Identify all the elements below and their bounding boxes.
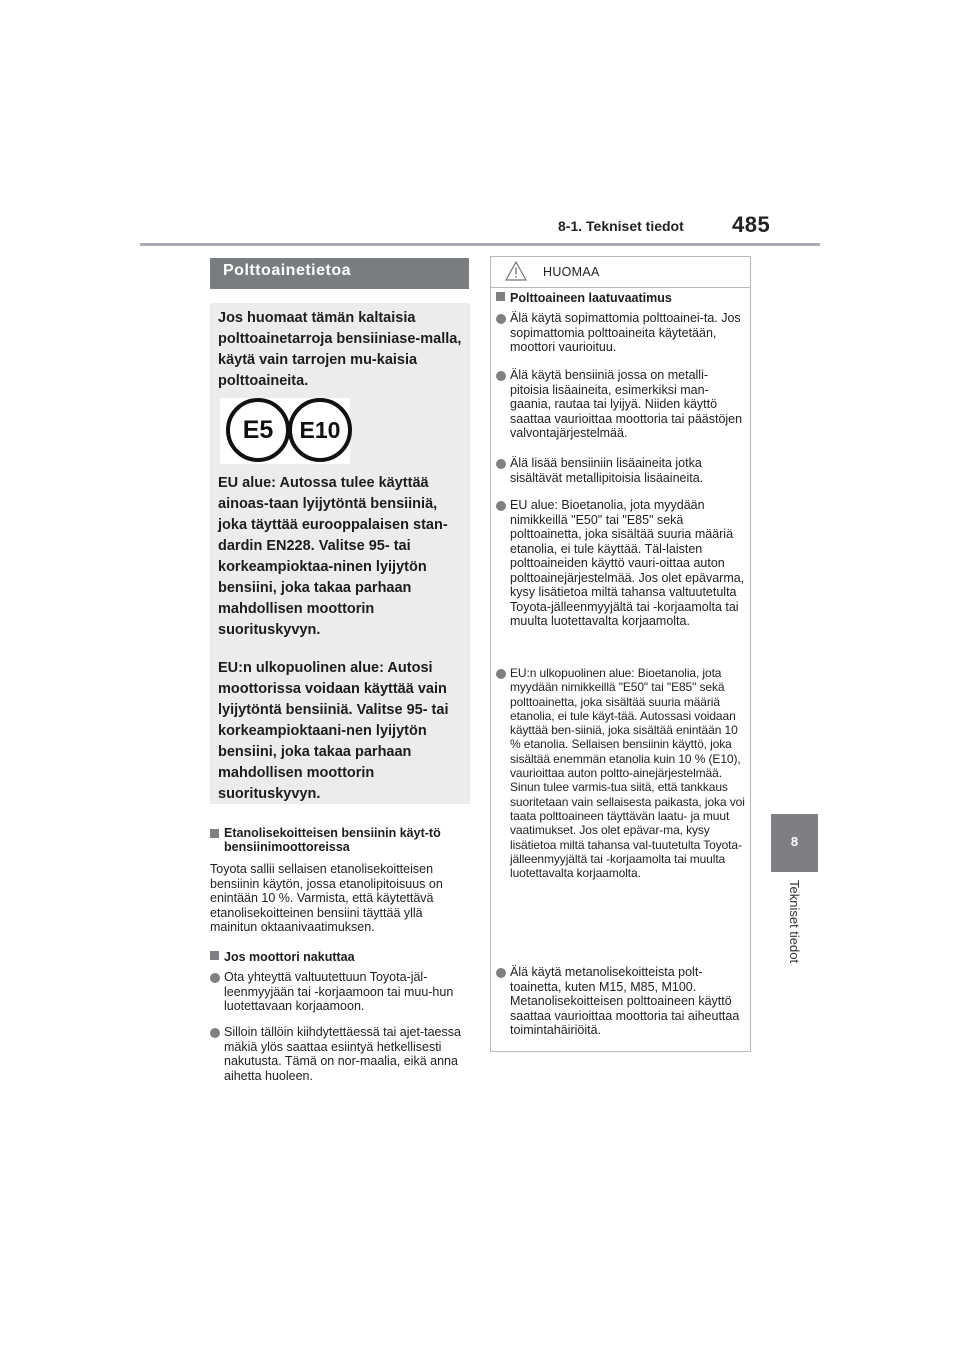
page-number: 485 [732,212,771,237]
square-bullet-icon [210,829,219,838]
header-rule [140,243,820,246]
knocking-bullet-1: Ota yhteyttä valtuutettuun Toyota-jäl-leenmyyjään tai -korjaamoon tai muu-hun luotettavaan korjaamoon. [210,970,468,1014]
ethanol-heading-block [210,826,468,854]
square-bullet-icon [210,951,219,960]
caution-bullet-5: EU:n ulkopuolinen alue: Bioetanolia, jota myydään nimikkeillä "E50" tai "E85" sekä polttoainetta, joka sisältää suuria määriä etanolia, ei tule käyt-tää. Autossasi voidaan käyttää ben-siiniä, joka sisältää enintään 10 % etanolia. Sellaisen bensiinin käyttö, joka sisältää enemmän etanolia kuin 10 % (E10), vaurioittaa auton poltto-ainejärjestelmää. Sinun tulee varmis-tua siitä, että tankkaus suoritetaan vain sellaisesta paikasta, joka voi taata polttoaineen täyttävän laatu- ja muut vaatimukset. Jos olet epävar-ma, kysy lisätietoa miltä tahansa val-tuutetulta Toyota-jälleenmyyjältä tai -korjaamolta tai muulta luotettavalta korjaamolta. [496,666,746,880]
caution-box [490,256,751,1052]
e5-label: E5 [226,398,290,462]
caution-bullet-3: Älä lisää bensiiniin lisäaineita jotka sisältävät metallipitoisia lisäaineita. [496,456,746,485]
circle-bullet-icon [496,459,506,469]
section-title: 8-1. Tekniset tiedot [558,218,684,234]
non-eu-region-text: EU:n ulkopuolinen alue: Autosi moottorissa voidaan käyttää vain lyijytöntä bensiiniä. Valitse 95- tai korkeampioktaani-nen lyijytön bensiini, joka takaa parhaan mahdollisen moottorin suorituskyvyn. [218,660,449,802]
chapter-tab [771,814,818,872]
caution-bullet-1: Älä käytä sopimattomia polttoainei-ta. Jos sopimattomia polttoaineita käytetään, moottori vaurioituu. [496,311,746,355]
caution-title: HUOMAA [543,265,600,279]
circle-bullet-icon [496,314,506,324]
circle-bullet-icon [496,371,506,381]
caution-heading: Polttoaineen laatuvaatimus [496,291,746,305]
chapter-label: Tekniset tiedot [787,880,802,964]
knocking-bullet-2: Silloin tällöin kiihdytettäessä tai ajet-taessa mäkiä ylös saattaa esiintyä hetkellisesti nakutusta. Tämä on nor-maalia, eikä anna aihetta huoleen. [210,1025,468,1083]
knocking-heading: Jos moottori nakuttaa [210,950,468,964]
circle-bullet-icon [496,669,506,679]
e10-label: E10 [288,398,352,462]
caution-bullet-2: Älä käytä bensiiniä jossa on metalli-pitoisia lisäaineita, esimerkiksi man-gaania, rautaa tai lyijyä. Niiden käyttö saattaa vaurioittaa moottoria tai päästöjen valvontajärjestelmää. [496,368,746,441]
circle-bullet-icon [210,1028,220,1038]
fuel-info-box [210,303,470,804]
caution-divider [491,287,750,288]
caution-bullet-4: EU alue: Bioetanolia, jota myydään nimikkeillä "E50" tai "E85" sekä polttoainetta, joka sisältää suuria määriä etanolia, ei tule käyttää. Täl-laisten polttoaineiden käyttö vauri-oittaa auton polttoainejärjestelmää. Jos olet epävarma, kysy lisätietoa miltä tahansa valtuutetulta Toyota-jälleenmyyjältä tai -korjaamolta tai muulta luotettavalta korjaamolta. [496,498,746,629]
circle-bullet-icon [496,968,506,978]
fuel-labels [220,398,350,464]
circle-bullet-icon [496,501,506,511]
fuel-info-title: Polttoainetietoa [223,262,352,279]
eu-region-text: EU alue: Autossa tulee käyttää ainoas-taan lyijytöntä bensiiniä, joka täyttää eurooppalaisen stan-dardin EN228. Valitse 95- tai korkeampioktaa-ninen lyijytön bensiini, joka takaa parhaan mahdollisen moottorin suorituskyvyn. [218,475,448,638]
fuel-info-intro: Jos huomaat tämän kaltaisia polttoainetarroja bensiiniase-malla, käytä vain tarrojen mu-kaisia polttoaineita. [218,310,462,389]
square-bullet-icon [496,292,505,301]
circle-bullet-icon [210,973,220,983]
warning-triangle-icon [505,261,527,281]
chapter-number: 8 [790,834,799,849]
ethanol-heading: Etanolisekoitteisen bensiinin käyt-tö bensiinimoottoreissa [210,826,468,854]
ethanol-body: Toyota sallii sellaisen etanolisekoitteisen bensiinin käytön, jossa etanolipitoisuus on enintään 10 %. Varmista, että käytettävä etanolisekoitteinen bensiini täyttää yllä mainitun oktaanivaatimuksen. [210,862,443,934]
caution-bullet-6: Älä käytä metanolisekoitteista polt-toainetta, kuten M15, M85, M100. Metanolisekoitteisen polttoaineen käyttö saattaa vaurioittaa moottoria tai aiheuttaa toimintahäiriöitä. [496,965,746,1038]
fuel-info-header [210,258,469,289]
